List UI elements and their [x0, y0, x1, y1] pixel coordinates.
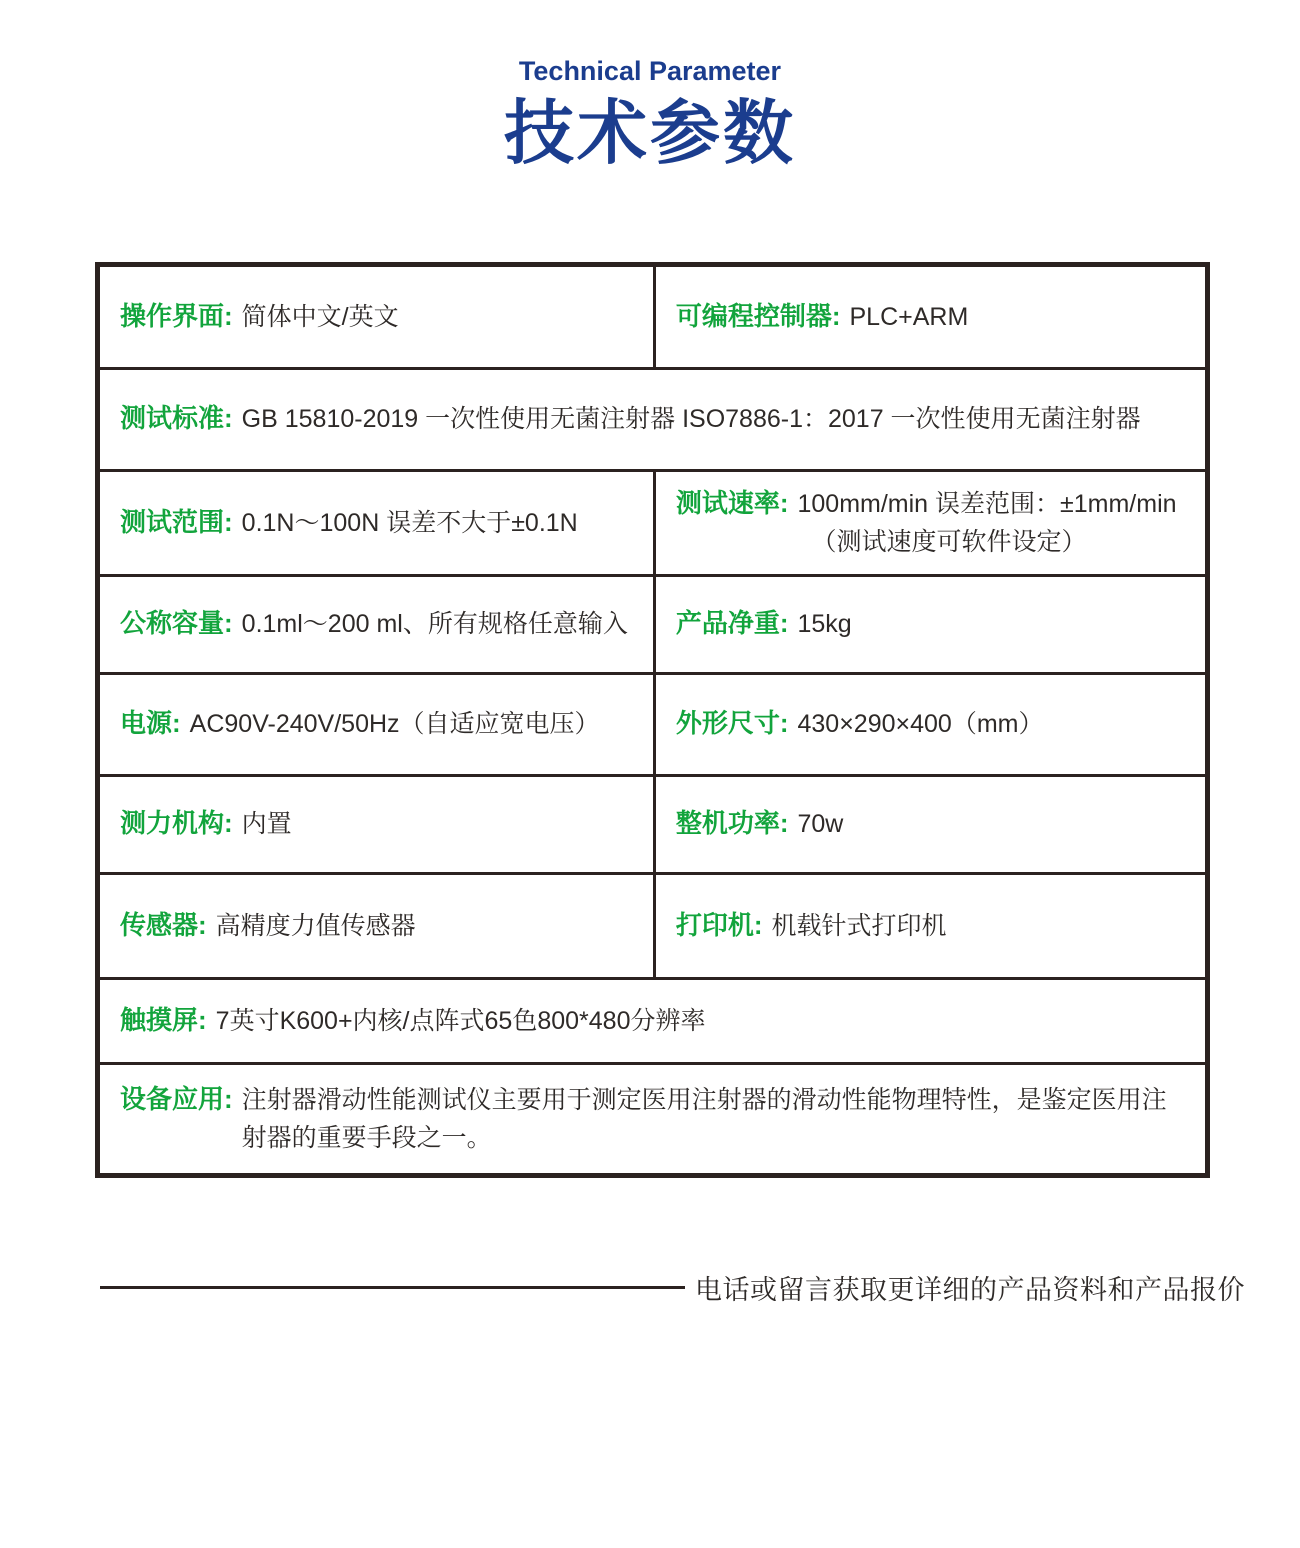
- spec-cell-touchscreen: [100, 980, 1205, 1062]
- spec-value: 高精度力值传感器: [215, 911, 416, 940]
- spec-value: 内置: [241, 810, 292, 839]
- spec-label: 电源:: [120, 708, 181, 739]
- spec-cell-dimensions: [656, 675, 1205, 774]
- spec-value: 机载针式打印机: [771, 911, 947, 940]
- spec-value: 0.1ml～200 ml、所有规格任意输入: [241, 610, 628, 639]
- spec-value: PLC+ARM: [849, 302, 969, 331]
- spec-value: 70w: [797, 810, 844, 839]
- table-row: [100, 1065, 1205, 1173]
- spec-value: 7英寸K600+内核/点阵式65色800*480分辨率: [215, 1006, 706, 1035]
- spec-label: 设备应用:: [120, 1084, 233, 1114]
- footer: [100, 1268, 1245, 1307]
- table-row: [100, 370, 1205, 472]
- spec-label: 触摸屏:: [120, 1004, 207, 1035]
- spec-cell-nominal-capacity: [100, 577, 656, 672]
- spec-label: 测试范围:: [120, 506, 233, 537]
- spec-value: GB 15810-2019 一次性使用无菌注射器 ISO7886-1：2017 一次性使用无菌注射器: [241, 405, 1141, 434]
- spec-cell-ui-language: [100, 267, 656, 367]
- spec-value: 430×290×400（mm）: [797, 710, 1044, 739]
- spec-cell-application: [100, 1065, 1205, 1173]
- table-row: [100, 267, 1205, 370]
- spec-value: 注射器滑动性能测试仪主要用于测定医用注射器的滑动性能物理特性，是鉴定医用注射器的重要手段之一。: [241, 1086, 1167, 1152]
- spec-label: 测试标准:: [120, 403, 233, 434]
- spec-cell-controller: [656, 267, 1205, 367]
- page-title: 技术参数: [504, 94, 796, 172]
- footer-note: 电话或留言获取更详细的产品资料和产品报价: [695, 1275, 1245, 1305]
- spec-label: 整机功率:: [675, 808, 789, 839]
- spec-label: 可编程控制器:: [675, 300, 841, 331]
- spec-cell-power-supply: [100, 675, 656, 774]
- spec-label: 外形尺寸:: [675, 708, 789, 739]
- spec-cell-test-speed: [656, 472, 1205, 574]
- table-row: [100, 472, 1205, 577]
- spec-label: 传感器:: [120, 909, 207, 940]
- spec-cell-sensor: [100, 875, 656, 977]
- spec-cell-net-weight: [656, 577, 1205, 672]
- spec-label: 产品净重:: [675, 608, 789, 639]
- spec-cell-force-mechanism: [100, 777, 656, 872]
- spec-table: [95, 262, 1210, 1178]
- spec-label: 打印机:: [675, 909, 763, 940]
- table-row: [100, 577, 1205, 675]
- table-row: [100, 777, 1205, 875]
- page-header: [0, 56, 1300, 171]
- spec-label: 公称容量:: [120, 608, 233, 639]
- spec-cell-test-standard: [100, 370, 1205, 469]
- spec-cell-printer: [656, 875, 1205, 977]
- table-row: [100, 980, 1205, 1065]
- spec-value: 简体中文/英文: [241, 302, 399, 331]
- spec-value: 100mm/min 误差范围：±1mm/min: [797, 490, 1177, 518]
- spec-label: 测力机构:: [120, 808, 233, 839]
- spec-value: 0.1N～100N 误差不大于±0.1N: [241, 508, 578, 537]
- spec-value: AC90V-240V/50Hz（自适应宽电压）: [189, 710, 600, 739]
- spec-label: 测试速率:: [675, 488, 789, 518]
- spec-cell-total-power: [656, 777, 1205, 872]
- spec-value: 15kg: [797, 610, 852, 639]
- table-row: [100, 875, 1205, 980]
- spec-label: 操作界面:: [120, 300, 233, 331]
- spec-value-note: （测试速度可软件设定）: [811, 527, 1087, 556]
- subtitle-english: Technical Parameter: [518, 56, 782, 86]
- spec-cell-test-range: [100, 472, 656, 574]
- footer-divider-line: [100, 1286, 685, 1289]
- table-row: [100, 675, 1205, 777]
